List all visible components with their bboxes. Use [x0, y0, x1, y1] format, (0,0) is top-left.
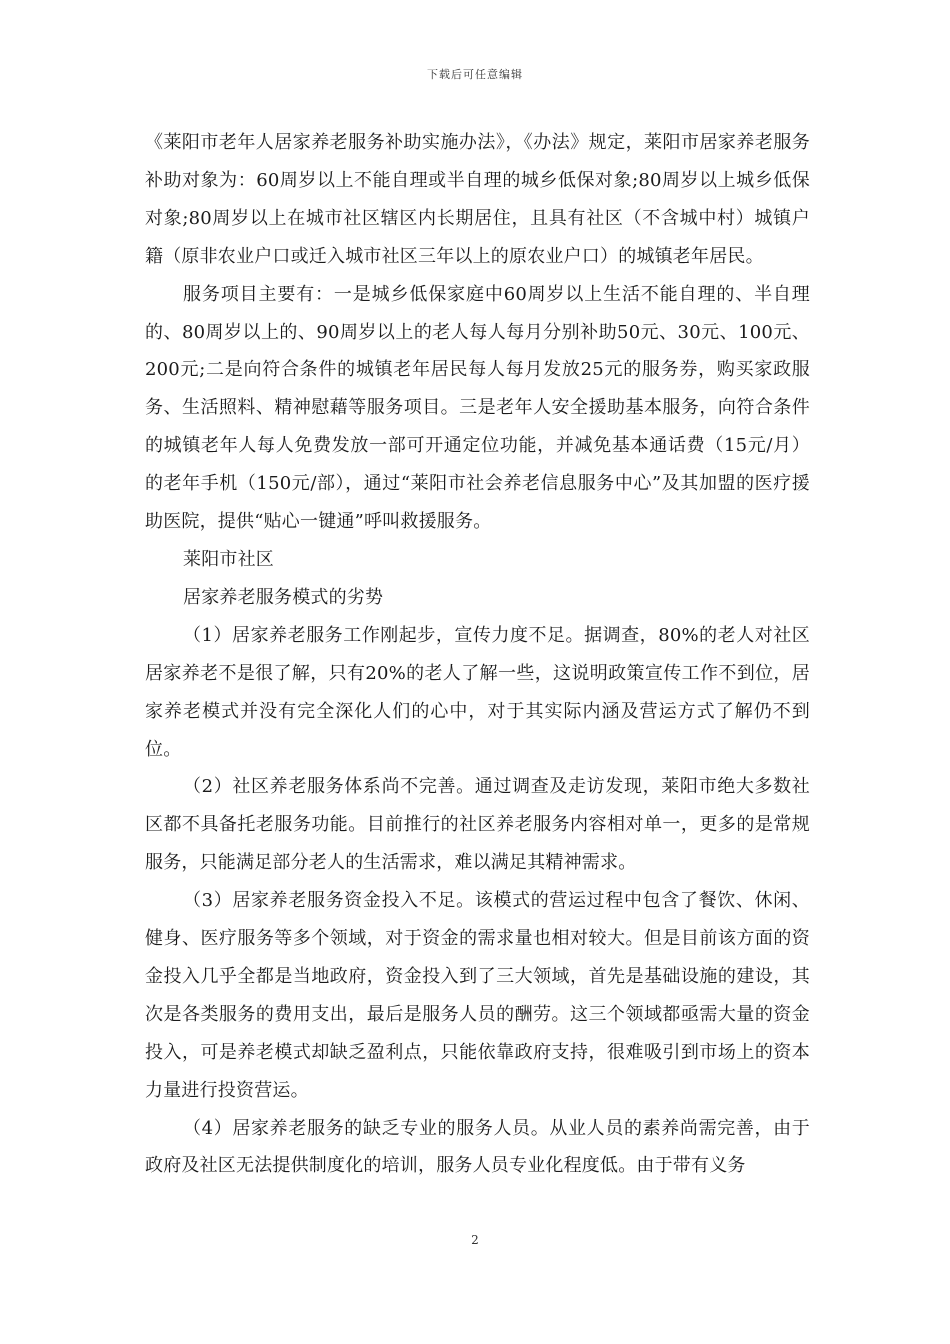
paragraph-point-4: （4）居家养老服务的缺乏专业的服务人员。从业人员的素养尚需完善，由于政府及社区无法提供制度化的培训，服务人员专业化程度低。由于带有义务: [145, 1117, 810, 1177]
page-header: 下载后可任意编辑: [427, 68, 523, 81]
paragraph-point-2: （2）社区养老服务体系尚不完善。通过调查及走访发现，莱阳市绝大多数社区都不具备托老服务功能。目前推行的社区养老服务内容相对单一，更多的是常规服务，只能满足部分老人的生活需求，难以满足其精神需求。: [145, 776, 810, 874]
page-number: 2: [471, 1233, 479, 1247]
paragraph-eligibility: 《莱阳市老年人居家养老服务补助实施办法》，《办法》规定，莱阳市居家养老服务补助对象为：60周岁以上不能自理或半自理的城乡低保对象;80周岁以上城乡低保对象;80周岁以上在城市社区辖区内长期居住，且具有社区（不含城中村）城镇户籍（原非农业户口或迁入城市社区三年以上的原农业户口）的城镇老年居民。: [145, 132, 810, 267]
paragraph-point-1: （1）居家养老服务工作刚起步，宣传力度不足。据调查，80%的老人对社区居家养老不是很了解，只有20%的老人了解一些，这说明政策宣传工作不到位，居家养老模式并没有完全深化人们的心中，对于其实际内涵及营运方式了解仍不到位。: [145, 624, 810, 760]
document-body: [145, 124, 810, 1185]
paragraph-point-3: （3）居家养老服务资金投入不足。该模式的营运过程中包含了餐饮、休闲、健身、医疗服务等多个领域，对于资金的需求量也相对较大。但是目前该方面的资金投入几乎全都是当地政府，资金投入到了三大领域，首先是基础设施的建设，其次是各类服务的费用支出，最后是服务人员的酬劳。这三个领域都亟需大量的资金投入，可是养老模式却缺乏盈利点，只能依靠政府支持，很难吸引到市场上的资本力量进行投资营运。: [145, 890, 810, 1101]
paragraph-heading-community: 莱阳市社区: [183, 548, 274, 570]
paragraph-service-items: 服务项目主要有：一是城乡低保家庭中60周岁以上生活不能自理的、半自理的、80周岁以上的、90周岁以上的老人每人每月分别补助50元、30元、100元、200元;二是向符合条件的城镇老年居民每人每月发放25元的服务券，购买家政服务、生活照料、精神慰藉等服务项目。三是老年人安全援助基本服务，向符合条件的城镇老年人每人免费发放一部可开通定位功能，并减免基本通话费（15元/月）的老年手机（150元/部），通过“莱阳市社会养老信息服务中心”及其加盟的医疗援助医院，提供“贴心一键通”呼叫救援服务。: [145, 283, 810, 533]
paragraph-heading-disadvantages: 居家养老服务模式的劣势: [183, 586, 384, 608]
